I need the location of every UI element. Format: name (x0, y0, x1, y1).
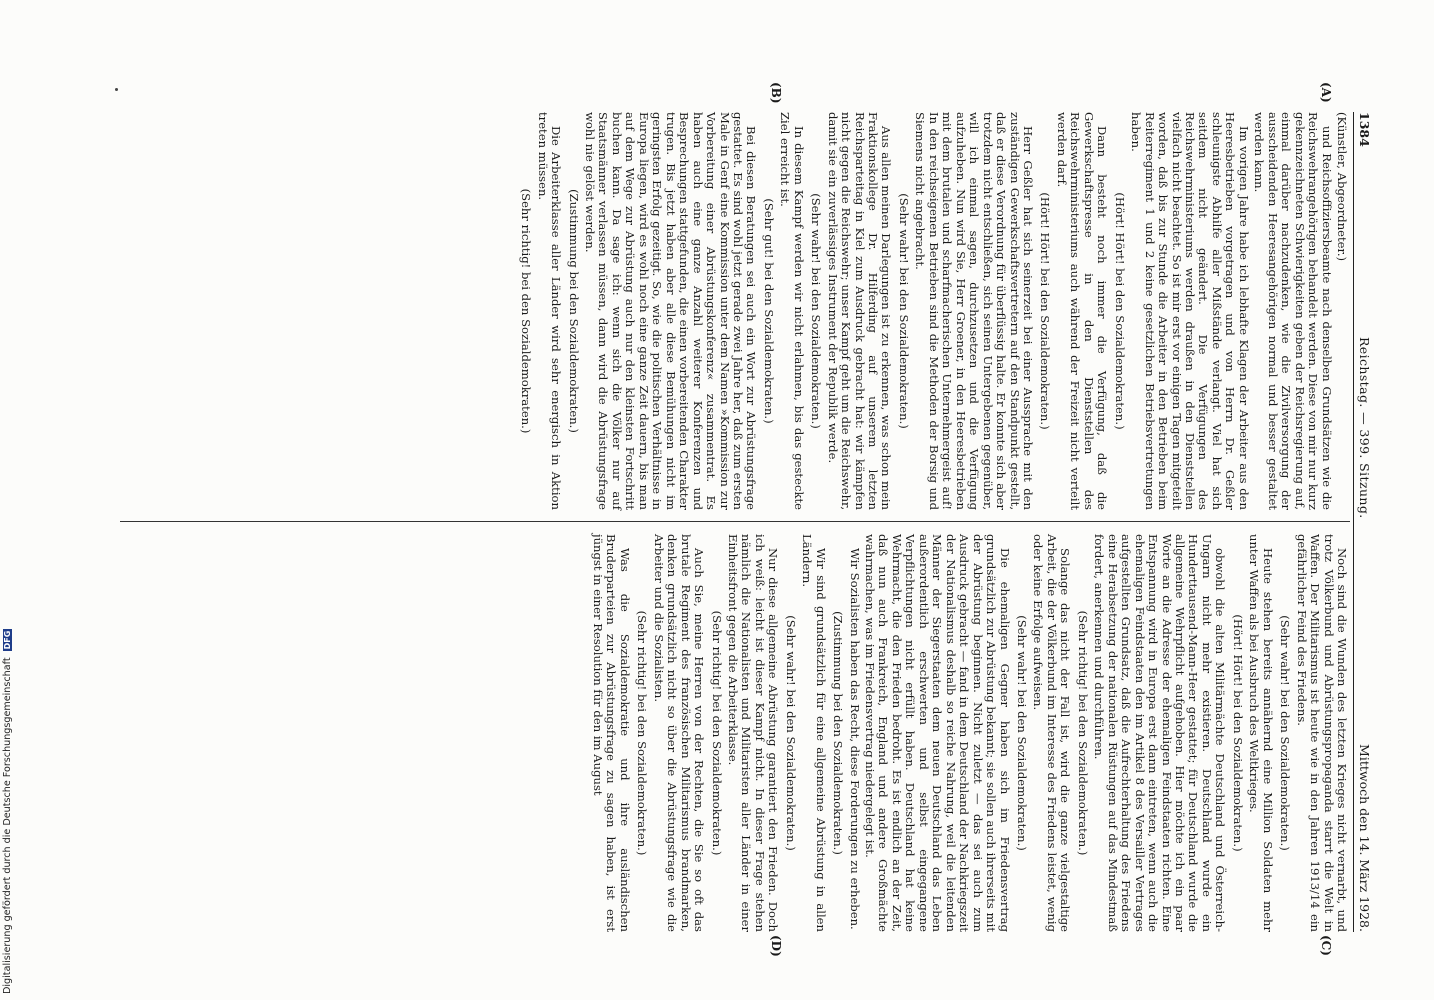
left-column (515, 112, 1348, 510)
margin-marker-a: (A) (1319, 82, 1333, 103)
paragraph: (Künstler, Abgeordneter.) (1335, 112, 1349, 262)
interjection: (Zustimmung bei den Sozialdemokraten.) (831, 611, 846, 855)
interjection: (Hört! Hört! bei den Sozialdemokraten.) (1038, 192, 1053, 430)
paragraph: und Reichsoffiziersbeamte nach denselben Grundsätzen wie die Reichswehrangehörigen behandelt werden. Diese von mir nur kurz gekennzeichneten Schwierigkeiten geben der Reichsregierung auf, einmal darüber nachzudenken, wie die Zivilversorgung der ausscheidenden Heeresangehörigen normal und besser gestaltet werden kann. (1252, 112, 1334, 510)
paragraph: Herr Geßler hat sich seinerzeit bei einer Aussprache mit den zuständigen Gewerkschaftsvertretern auf den Standpunkt gestellt, daß er diese Verordnung für überflüssig halte. Er konnte sich aber trotzdem nicht entschließen, sich seinen Untergebenen gegenüber, will ich einmal sagen, durchzusetzen und die Verfügung aufzuheben. Nun wird Sie, Herr Groener, in den Heeresbetrieben mit dem brutalen und scharfmacherischen Unternehmergeist auf! In den reichseigenen Betrieben sind die Methoden der Borsig und Siemens nicht angebracht. (913, 112, 1036, 510)
interjection: (Sehr wahr! bei den Sozialdemokraten.) (1278, 615, 1293, 851)
paragraph: Die Arbeiterklasse aller Länder wird sehr energisch in Aktion treten müssen. (535, 112, 564, 510)
paragraph: Wir Sozialisten haben das Recht, diese Forderungen zu erheben. (847, 548, 862, 930)
header-title: Reichstag. — 399. Sitzung. (1357, 337, 1372, 519)
interjection: (Sehr wahr! bei den Sozialdemokraten.) (1015, 615, 1030, 851)
interjection: (Hört! Hört! bei den Sozialdemokraten.) (1112, 192, 1127, 430)
interjection: (Sehr gut! bei den Sozialdemokraten.) (761, 198, 776, 424)
column-divider (120, 521, 1350, 522)
paragraph: Noch sind die Wunden des letzten Krieges nicht vernarbt, und trotz Völkerbund und Abrüstungspropaganda starrt die Welt in Waffen. Der Militarismus ist heute wie in den Jahren 1913/14 ein gefährlicher Feind des Friedens. (1294, 534, 1349, 932)
paragraph: obwohl die alten Militärmächte Deutschland und Österreich-Ungarn nicht mehr existieren. Deutschland wurde ein Hunderttausend-Mann-Heer gestattet; für Deutschland wurde die allgemeine Wehrpflicht aufgehoben. Hier möchte ich ein paar Worte an die Adresse der ehemaligen Feindstaaten richten. Eine Entspannung wird in Europa erst dann eintreten, wenn auch die ehemaligen Feindstaaten den im Artikel 8 des Versailler Vertrages aufgestellten Grundsatz, daß die Aufrechterhaltung des Friedens eine Herabsetzung der nationalen Rüstungen auf das Mindestmaß fordert, anerkennen und durchführen. (1092, 534, 1228, 932)
dfg-logo: DFG (3, 630, 12, 650)
paragraph: In diesem Kampf werden wir nicht erlahmen, bis das gesteckte Ziel erreicht ist. (778, 112, 806, 510)
header-date: Mittwoch den 14. März 1928. (1357, 744, 1372, 932)
interjection: (Hört! Hört! bei den Sozialdemokraten.) (1230, 614, 1245, 852)
right-column (588, 534, 1348, 932)
running-header (1353, 112, 1372, 932)
paragraph: Solange das nicht der Fall ist, wird die ganze vielgestaltige Arbeit, die der Völkerbund im Interesse des Friedens leistet, wenig oder keine Erfolge aufweisen. (1031, 534, 1073, 932)
scan-speck (115, 88, 118, 91)
margin-marker-d: (D) (769, 935, 783, 957)
paragraph: Im vorigen Jahre habe ich lebhafte Klagen der Arbeiter aus den Heeresbetrieben vorgetragen und von Herrn Dr. Geßler schleunigste Abhilfe aller Mißstände verlangt. Viel hat sich seitdem nicht geändert. Die Verfügungen des Reichswehrministeriums werden draußen in den Dienststellen vielfach nicht beachtet. So ist mir erst vor einigen Tagen mitgeteilt worden, daß bis zur Stunde die Arbeiter in den Betrieben beim Reiterregiment 1 und 2 keine gesetzlichen Betriebsvertretungen haben. (1129, 112, 1251, 510)
paragraph: Aus allen meinen Darlegungen ist zu erkennen, was schon mein Fraktionskollege Dr. Hilferding auf unserem letzten Reichsparteitag in Kiel zum Ausdruck gebracht hat: wir kämpfen nicht gegen die Reichswehr; unser Kampf geht um die Reichswehr, damit sie ein zuverlässiges Instrument der Republik werde. (825, 112, 894, 510)
paragraph: Auch Sie, meine Herren von der Rechten, die Sie so oft das brutale Regiment des französischen Militarismus brandmarken, denken grundsätzlich nicht so über die Abrüstungsfrage wie die Arbeiter und die Sozialisten. (651, 534, 707, 932)
digitization-credit (2, 4, 16, 994)
paragraph: Heute stehen bereits annähernd eine Million Soldaten mehr unter Waffen als bei Ausbruch des Weltkrieges. (1247, 534, 1275, 932)
page-number: 1384 (1357, 112, 1372, 147)
interjection: (Sehr wahr! bei den Sozialdemokraten.) (896, 193, 911, 429)
paragraph: Bei diesen Beratungen sei auch ein Wort zur Abrüstungsfrage gestattet. Es sind wohl jetzt gerade zwei Jahre her, daß zum ersten Male in Genf eine Kommission unter dem Namen »Kommission zur Vorbereitung einer Abrüstungskonferenz« zusammentrat. Es haben auch eine ganze Anzahl weiterer Konferenzen und Besprechungen stattgefunden, die einen vorbereitenden Charakter trugen. Bis jetzt haben aber alle diese Bemühungen nicht im geringsten Erfolg gezeitigt. So, wie die politischen Verhältnisse in Europa liegen, wird es wohl noch eine ganze Zeit dauern, bis man auf dem Wege zur Abrüstung auch nur den kleinsten Fortschritt buchen kann. Da sage ich: wenn sich die Völker nur auf Staatsmänner verlassen müssen, dann wird die Abrüstungsfrage wohl nie gelöst werden. (582, 112, 759, 510)
interjection: (Sehr richtig! bei den Sozialdemokraten.) (635, 610, 650, 856)
interjection: (Sehr richtig! bei den Sozialdemokraten.) (709, 610, 724, 856)
interjection: (Sehr wahr! bei den Sozialdemokraten.) (809, 193, 824, 429)
interjection: (Sehr richtig! bei den Sozialdemokraten.) (519, 188, 534, 434)
interjection: (Sehr richtig! bei den Sozialdemokraten.) (1075, 610, 1090, 856)
paragraph: Was die Sozialdemokratie und ihre ausländischen Bruderparteien zur Abrüstungsfrage zu sagen haben, ist erst jüngst in einer Resolution für den im August (590, 534, 632, 932)
margin-marker-b: (B) (769, 82, 783, 104)
printed-page (117, 82, 1372, 957)
interjection: (Sehr wahr! bei den Sozialdemokraten.) (783, 615, 798, 851)
paragraph: Dann besteht noch immer die Verfügung, daß die Gewerkschaftspresse in den Dienststellen des Reichswehrministeriums auch während der Freizeit nicht verteilt werden darf. (1054, 112, 1110, 510)
paragraph: Die ehemaligen Gegner haben sich im Friedensvertrag grundsätzlich zur Abrüstung bekannt; sie sollen auch ihrerseits mit der Abrüstung beginnen. Nicht zuletzt — das sei auch zum Ausdruck gebracht — fand in dem Deutschland der Nachkriegszeit der Nationalismus deshalb so reiche Nahrung, weil die leitenden Männer der Siegerstaaten dem neuen Deutschland das Leben außerordentlich erschwerten und selbst eingegangene Verpflichtungen nicht erfüllt haben. Deutschland hat keine Wehrmacht, die den Frieden bedroht. Es ist endlich an der Zeit, daß nun auch Frankreich, England und andere Großmächte wahrmachen, was im Friedensvertrag niedergelegt ist. (863, 534, 1012, 932)
interjection: (Zustimmung bei den Sozialdemokraten.) (566, 189, 581, 433)
credit-text: Digitalisierung gefördert durch die Deutsche Forschungsgemeinschaft (2, 657, 13, 994)
paragraph: Nur diese allgemeine Abrüstung garantiert den Frieden. Doch ich weiß: leicht ist dieser Kampf nicht. In dieser Frage stehen nämlich die Nationalisten und Militaristen aller Länder in einer Einheitsfront gegen die Arbeiterklasse. (725, 534, 781, 932)
paragraph: Wir sind grundsätzlich für eine allgemeine Abrüstung in allen Ländern. (800, 534, 828, 932)
margin-marker-c: (C) (1319, 935, 1333, 956)
